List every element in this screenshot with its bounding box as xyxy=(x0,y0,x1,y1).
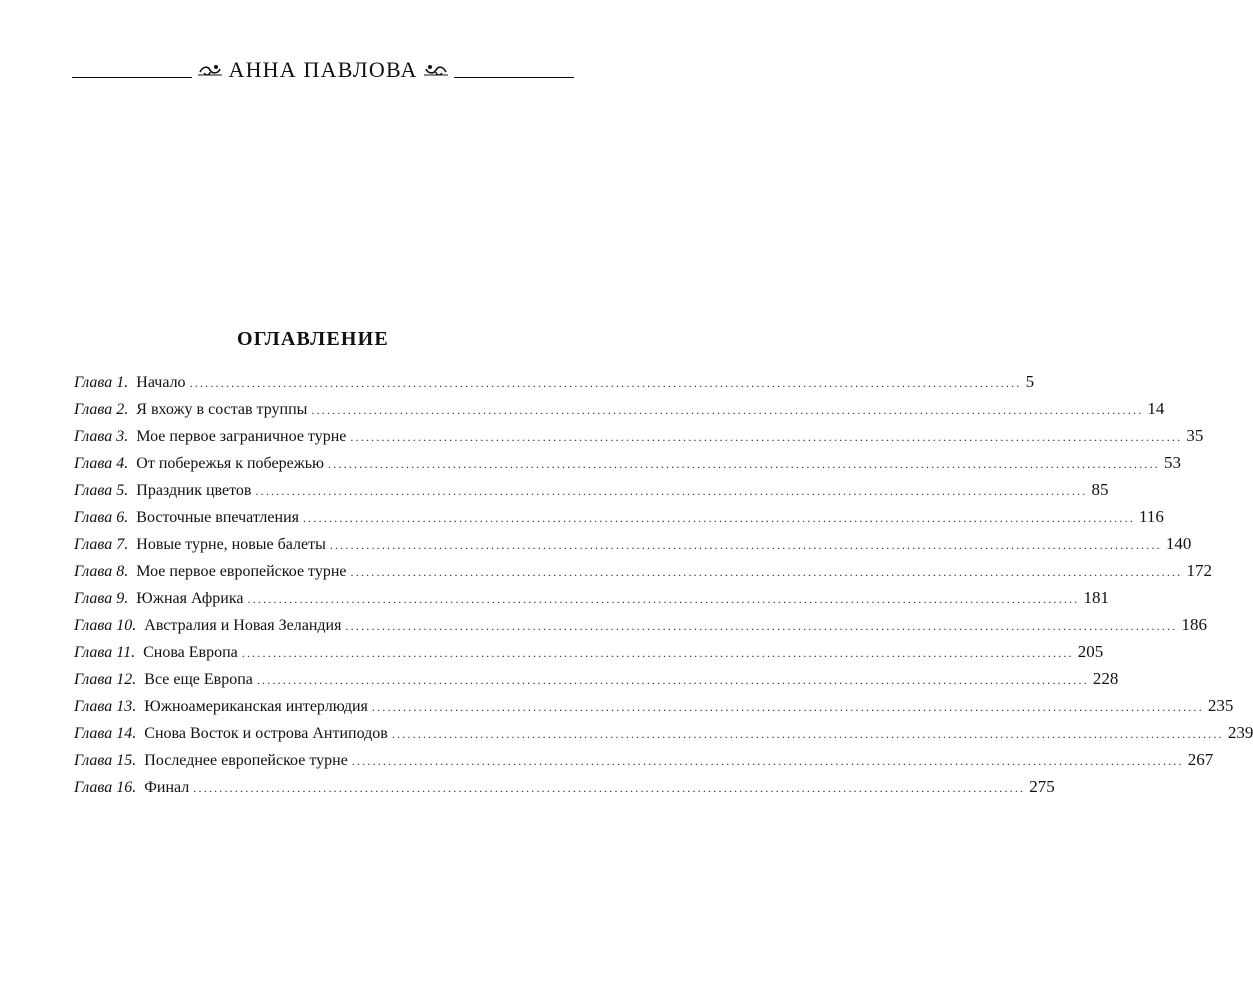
toc-entry[interactable] xyxy=(74,615,1207,642)
toc-leader-dots: ................................................................................................................................................................ xyxy=(311,403,1144,417)
toc-entry[interactable] xyxy=(74,723,1253,750)
toc-entry[interactable] xyxy=(74,777,1055,804)
toc-leader-dots: ................................................................................................................................................................ xyxy=(329,538,1162,552)
toc-page-number: 235 xyxy=(1207,696,1234,715)
toc-entry[interactable] xyxy=(74,534,1192,561)
toc-entry[interactable] xyxy=(74,588,1109,615)
toc-page-number: 267 xyxy=(1187,750,1214,769)
toc-chapter-title: Австралия и Новая Зеландия xyxy=(144,617,342,634)
toc-leader-dots: ................................................................................................................................................................ xyxy=(351,754,1184,768)
toc-leader-dots: ................................................................................................................................................................ xyxy=(328,457,1160,471)
toc-chapter-number: Глава 2. xyxy=(74,401,129,418)
toc-chapter-title: Праздник цветов xyxy=(136,482,252,499)
toc-chapter-number: Глава 7. xyxy=(74,536,129,553)
running-head-center xyxy=(192,57,453,83)
toc-page-number: 140 xyxy=(1165,534,1192,553)
toc-chapter-number: Глава 15. xyxy=(74,752,137,769)
toc-page-number: 116 xyxy=(1138,507,1164,526)
toc-entry[interactable] xyxy=(74,561,1212,588)
toc-leader-dots: ................................................................................................................................................................ xyxy=(350,565,1183,579)
toc-page-number: 275 xyxy=(1029,777,1055,796)
toc-leader-dots: ................................................................................................................................................................ xyxy=(345,619,1178,633)
toc-chapter-number: Глава 10. xyxy=(74,617,137,634)
toc-chapter-title: Снова Восток и острова Антиподов xyxy=(144,725,388,742)
running-head-rule-left xyxy=(72,77,192,78)
toc-leader-dots: ................................................................................................................................................................ xyxy=(256,673,1089,687)
toc-chapter-title: Начало xyxy=(136,374,186,391)
toc-leader-dots: ................................................................................................................................................................ xyxy=(371,700,1204,714)
toc-chapter-number: Глава 16. xyxy=(74,779,137,796)
toc-page-number: 14 xyxy=(1147,399,1165,418)
toc-leader-dots: ................................................................................................................................................................ xyxy=(391,727,1224,741)
toc-entry[interactable] xyxy=(74,642,1104,669)
toc-chapter-number: Глава 13. xyxy=(74,698,137,715)
toc-chapter-number: Глава 9. xyxy=(74,590,129,607)
toc-entry[interactable] xyxy=(74,372,1035,399)
toc-entry[interactable] xyxy=(74,480,1109,507)
running-head-title: АННА ПАВЛОВА xyxy=(228,57,418,82)
toc-chapter-number: Глава 3. xyxy=(74,428,129,445)
toc-chapter-number: Глава 12. xyxy=(74,671,137,688)
toc-chapter-title: Мое первое европейское турне xyxy=(136,563,347,580)
toc-page-number: 205 xyxy=(1077,642,1104,661)
toc-chapter-title: Южная Африка xyxy=(136,590,244,607)
toc-chapter-number: Глава 4. xyxy=(74,455,129,472)
running-head-rule-right xyxy=(454,77,574,78)
toc-chapter-title: Снова Европа xyxy=(143,644,238,661)
toc-chapter-title: Мое первое заграничное турне xyxy=(136,428,347,445)
toc-entry[interactable] xyxy=(74,750,1214,777)
toc-chapter-title: Последнее европейское турне xyxy=(144,752,348,769)
toc-chapter-number: Глава 5. xyxy=(74,482,129,499)
toc-page-number: 172 xyxy=(1186,561,1212,580)
table-of-contents xyxy=(74,372,1253,804)
running-head xyxy=(72,56,574,84)
toc-chapter-title: Все еще Европа xyxy=(144,671,253,688)
toc-leader-dots: ................................................................................................................................................................ xyxy=(189,376,1022,390)
toc-leader-dots: ................................................................................................................................................................ xyxy=(247,592,1080,606)
toc-chapter-title: Я вхожу в состав труппы xyxy=(136,401,308,418)
ornament-right-icon xyxy=(424,63,448,77)
toc-heading: ОГЛАВЛЕНИЕ xyxy=(237,328,389,350)
toc-chapter-number: Глава 6. xyxy=(74,509,129,526)
toc-chapter-title: От побережья к побережью xyxy=(136,455,324,472)
toc-page-number: 228 xyxy=(1092,669,1119,688)
toc-chapter-number: Глава 1. xyxy=(74,374,129,391)
toc-entry[interactable] xyxy=(74,669,1119,696)
toc-page-number: 239 xyxy=(1227,723,1253,742)
toc-page-number: 35 xyxy=(1186,426,1204,445)
toc-entry[interactable] xyxy=(74,399,1165,426)
toc-chapter-title: Новые турне, новые балеты xyxy=(136,536,326,553)
toc-leader-dots: ................................................................................................................................................................ xyxy=(241,646,1074,660)
toc-page-number: 186 xyxy=(1181,615,1207,634)
toc-entry[interactable] xyxy=(74,426,1204,453)
toc-leader-dots: ................................................................................................................................................................ xyxy=(255,484,1088,498)
toc-entry[interactable] xyxy=(74,507,1164,534)
toc-chapter-number: Глава 14. xyxy=(74,725,137,742)
toc-page-number: 85 xyxy=(1091,480,1109,499)
toc-chapter-title: Южноамериканская интерлюдия xyxy=(144,698,368,715)
toc-leader-dots: ................................................................................................................................................................ xyxy=(193,781,1026,795)
toc-leader-dots: ................................................................................................................................................................ xyxy=(302,511,1135,525)
ornament-left-icon xyxy=(198,63,222,77)
toc-page-number: 53 xyxy=(1164,453,1181,472)
toc-leader-dots: ................................................................................................................................................................ xyxy=(350,430,1183,444)
toc-entry[interactable] xyxy=(74,696,1234,723)
toc-page-number: 5 xyxy=(1025,372,1035,391)
toc-chapter-number: Глава 8. xyxy=(74,563,129,580)
toc-chapter-title: Восточные впечатления xyxy=(136,509,299,526)
toc-chapter-title: Финал xyxy=(144,779,190,796)
toc-page-number: 181 xyxy=(1083,588,1109,607)
toc-entry[interactable] xyxy=(74,453,1181,480)
toc-chapter-number: Глава 11. xyxy=(74,644,136,661)
